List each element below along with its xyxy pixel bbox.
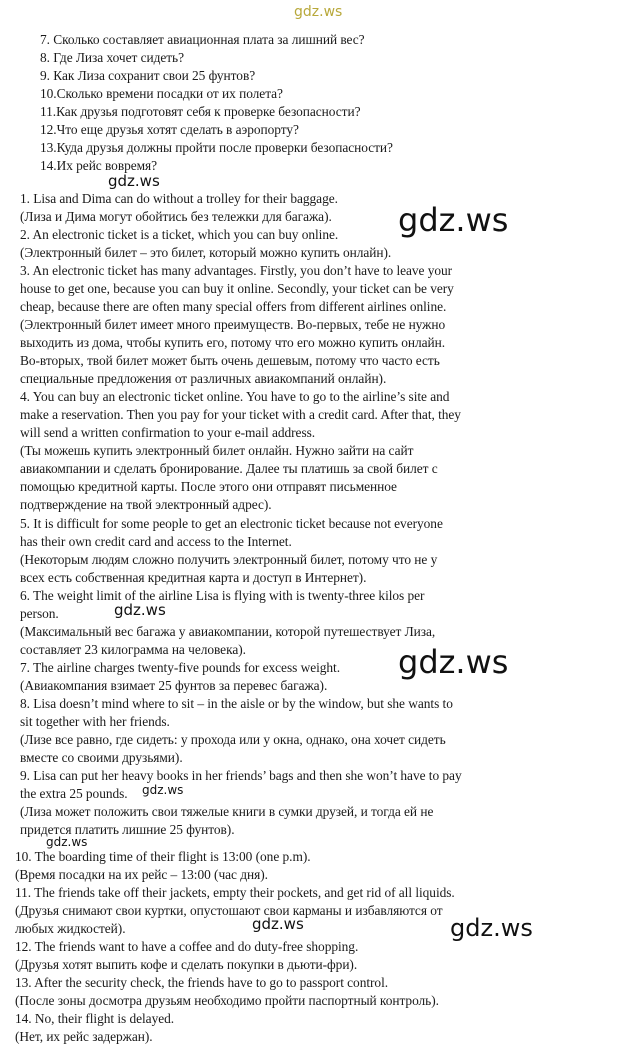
question-line: 9. Как Лиза сохранит свои 25 фунтов?	[40, 68, 256, 83]
answer-line: (Лизе все равно, где сидеть: у прохода или у окна, однако, она хочет сидеть	[20, 732, 446, 747]
answer-line: 5. It is difficult for some people to get an electronic ticket because not everyone	[20, 516, 443, 531]
watermark-top: gdz.ws	[294, 4, 343, 20]
answer-line: вместе со своими друзьями).	[20, 750, 183, 765]
answer-line: 12. The friends want to have a coffee and do duty-free shopping.	[15, 939, 359, 954]
answer-line: house to get one, because you can buy it online. Secondly, your ticket can be very	[20, 281, 454, 296]
answer-line: подтверждение на твой электронный адрес).	[20, 497, 272, 512]
answer-line: (Некоторым людям сложно получить электронный билет, потому что не у	[20, 552, 438, 567]
answer-line: всех есть собственная кредитная карта и доступ в Интернет).	[20, 570, 367, 585]
answer-line: (Максимальный вес багажа у авиакомпании, которой путешествует Лиза,	[20, 624, 436, 639]
answer-line: (Электронный билет – это билет, который можно купить онлайн).	[20, 245, 392, 260]
watermark: gdz.ws	[252, 915, 304, 933]
answer-line: (Лиза и Дима могут обойтись без тележки для багажа).	[20, 209, 332, 224]
question-line: 10.Сколько времени посадки от их полета?	[40, 86, 283, 101]
answer-line: 3. An electronic ticket has many advantages. Firstly, you don’t have to leave your	[20, 263, 453, 278]
answer-line: the extra 25 pounds.	[20, 786, 128, 801]
answer-line: 6. The weight limit of the airline Lisa is flying with is twenty-three kilos per	[20, 588, 425, 603]
answer-line: (Время посадки на их рейс – 13:00 (час дня).	[15, 867, 268, 882]
answer-line: 7. The airline charges twenty-five pounds for excess weight.	[20, 660, 341, 675]
watermark: gdz.ws	[142, 783, 184, 797]
answer-line: Во-вторых, твой билет может быть очень дешевым, потому что часто есть	[20, 353, 440, 368]
answer-line: 8. Lisa doesn’t mind where to sit – in the aisle or by the window, but she wants to	[20, 696, 453, 711]
answer-line: (Друзья хотят выпить кофе и сделать покупки в дьюти-фри).	[15, 957, 358, 972]
answer-line: любых жидкостей).	[15, 921, 126, 936]
watermark: gdz.ws	[46, 835, 88, 849]
answer-line: 13. After the security check, the friends have to go to passport control.	[15, 975, 389, 990]
answer-line: (Лиза может положить свои тяжелые книги в сумки друзей, и тогда ей не	[20, 804, 434, 819]
answer-line: make a reservation. Then you pay for your ticket with a credit card. After that, they	[20, 407, 461, 422]
answer-line: (После зоны досмотра друзьям необходимо пройти паспортный контроль).	[15, 993, 439, 1008]
question-line: 8. Где Лиза хочет сидеть?	[40, 50, 184, 65]
answer-line: will send a written confirmation to your e-mail address.	[20, 425, 316, 440]
answer-line: (Авиакомпания взимает 25 фунтов за перевес багажа).	[20, 678, 328, 693]
answer-line: 14. No, their flight is delayed.	[15, 1011, 175, 1026]
answer-line: 9. Lisa can put her heavy books in her friends’ bags and then she won’t have to pay	[20, 768, 462, 783]
watermark: gdz.ws	[108, 172, 160, 190]
answer-line: помощью кредитной карты. После этого они отправят письменное	[20, 479, 397, 494]
answer-line: person.	[20, 606, 59, 621]
answer-line: специальные предложения от различных авиакомпаний онлайн).	[20, 371, 387, 386]
answer-line: авиакомпании и сделать бронирование. Далее ты платишь за свой билет с	[20, 461, 438, 476]
watermark: gdz.ws	[114, 601, 166, 619]
question-line: 14.Их рейс вовремя?	[40, 158, 158, 173]
answer-line: придется платить лишние 25 фунтов).	[20, 822, 235, 837]
answer-line: sit together with her friends.	[20, 714, 170, 729]
watermark: gdz.ws	[398, 643, 509, 681]
answer-line: выходить из дома, чтобы купить его, потому что его можно купить онлайн.	[20, 335, 446, 350]
answer-line: 11. The friends take off their jackets, empty their pockets, and get rid of all liquids.	[15, 885, 455, 900]
answer-line: cheap, because there are often many special offers from different airlines online.	[20, 299, 447, 314]
answer-line: составляет 23 килограмма на человека).	[20, 642, 246, 657]
answer-line: (Друзья снимают свои куртки, опустошают свои карманы и избавляются от	[15, 903, 443, 918]
answer-line: 4. You can buy an electronic ticket online. You have to go to the airline’s site and	[20, 389, 450, 404]
answer-line: has their own credit card and access to the Internet.	[20, 534, 292, 549]
watermark: gdz.ws	[450, 914, 533, 942]
answer-line: (Нет, их рейс задержан).	[15, 1029, 153, 1044]
answer-line: 10. The boarding time of their flight is 13:00 (one p.m).	[15, 849, 311, 864]
question-line: 7. Сколько составляет авиационная плата за лишний вес?	[40, 32, 365, 47]
answer-line: 1. Lisa and Dima can do without a trolley for their baggage.	[20, 191, 338, 206]
answer-line: (Ты можешь купить электронный билет онлайн. Нужно зайти на сайт	[20, 443, 414, 458]
watermark: gdz.ws	[398, 201, 509, 239]
answer-line: 2. An electronic ticket is a ticket, which you can buy online.	[20, 227, 339, 242]
question-line: 11.Как друзья подготовят себя к проверке безопасности?	[40, 104, 361, 119]
question-line: 12.Что еще друзья хотят сделать в аэропорту?	[40, 122, 299, 137]
question-line: 13.Куда друзья должны пройти после проверки безопасности?	[40, 140, 393, 155]
answer-line: (Электронный билет имеет много преимуществ. Во-первых, тебе не нужно	[20, 317, 446, 332]
